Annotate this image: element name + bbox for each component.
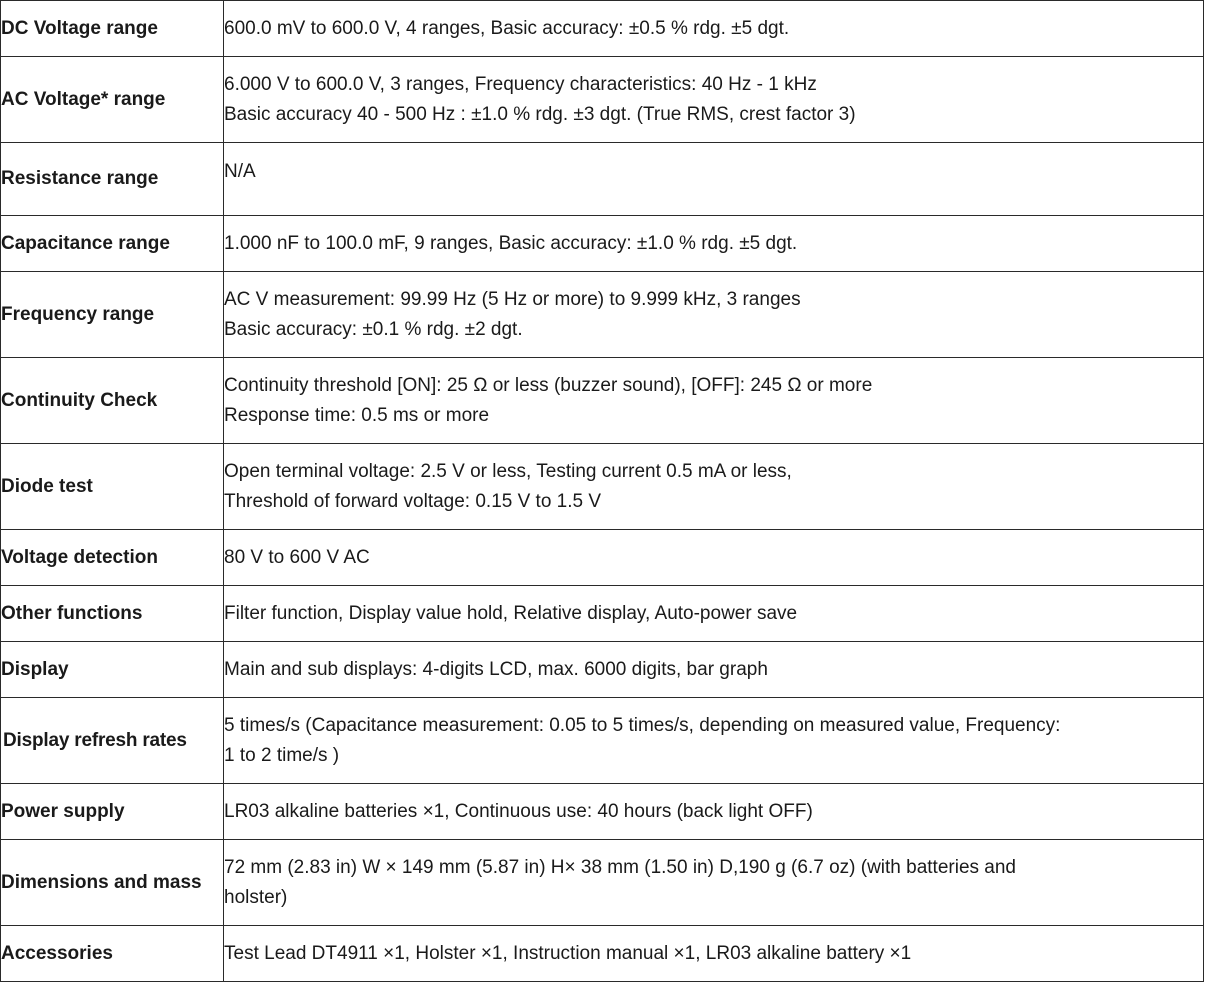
spec-value-line: AC V measurement: 99.99 Hz (5 Hz or more) to 9.999 kHz, 3 ranges <box>224 288 801 310</box>
spec-value-line: N/A <box>224 161 256 182</box>
spec-row-voltage-detection <box>1 530 1204 586</box>
spec-label: Accessories <box>1 926 224 982</box>
spec-value <box>224 216 1204 272</box>
spec-value-line: 80 V to 600 V AC <box>224 546 370 568</box>
spec-label: Capacitance range <box>1 216 224 272</box>
spec-value <box>224 698 1204 784</box>
spec-row-resistance <box>1 143 1204 216</box>
spec-value-line: Test Lead DT4911 ×1, Holster ×1, Instruction manual ×1, LR03 alkaline battery ×1 <box>224 942 912 964</box>
spec-value <box>224 444 1204 530</box>
spec-row-diode <box>1 444 1204 530</box>
spec-value <box>224 1 1204 57</box>
spec-label: Dimensions and mass <box>1 840 224 926</box>
spec-label: Other functions <box>1 586 224 642</box>
spec-label: Display <box>1 642 224 698</box>
spec-value-line: Continuity threshold [ON]: 25 Ω or less (buzzer sound), [OFF]: 245 Ω or more <box>224 374 873 396</box>
spec-label: AC Voltage* range <box>1 57 224 143</box>
spec-value-line: 5 times/s (Capacitance measurement: 0.05 to 5 times/s, depending on measured value, Frequency: <box>224 714 1061 736</box>
spec-value <box>224 926 1204 982</box>
spec-value-line: 1.000 nF to 100.0 mF, 9 ranges, Basic accuracy: ±1.0 % rdg. ±5 dgt. <box>224 232 798 254</box>
spec-value <box>224 784 1204 840</box>
spec-label: Resistance range <box>1 143 224 216</box>
spec-label: Diode test <box>1 444 224 530</box>
spec-value <box>224 586 1204 642</box>
spec-value <box>224 272 1204 358</box>
spec-value-line: 600.0 mV to 600.0 V, 4 ranges, Basic accuracy: ±0.5 % rdg. ±5 dgt. <box>224 17 790 39</box>
spec-row-refresh-rates <box>1 698 1204 784</box>
spec-row-ac-voltage <box>1 57 1204 143</box>
spec-value-line: Response time: 0.5 ms or more <box>224 404 490 426</box>
spec-row-other-functions <box>1 586 1204 642</box>
spec-row-power-supply <box>1 784 1204 840</box>
spec-value-line: 6.000 V to 600.0 V, 3 ranges, Frequency characteristics: 40 Hz - 1 kHz <box>224 73 817 95</box>
spec-row-continuity <box>1 358 1204 444</box>
spec-value <box>224 143 1204 216</box>
spec-value-line: LR03 alkaline batteries ×1, Continuous use: 40 hours (back light OFF) <box>224 800 813 822</box>
spec-label: Continuity Check <box>1 358 224 444</box>
spec-label: Voltage detection <box>1 530 224 586</box>
spec-value <box>224 358 1204 444</box>
spec-label: Display refresh rates <box>1 698 224 784</box>
spec-value-line: Threshold of forward voltage: 0.15 V to 1.5 V <box>224 490 602 512</box>
spec-value <box>224 530 1204 586</box>
spec-value <box>224 642 1204 698</box>
spec-row-display <box>1 642 1204 698</box>
spec-row-frequency <box>1 272 1204 358</box>
spec-label: DC Voltage range <box>1 1 224 57</box>
spec-value-line: Main and sub displays: 4-digits LCD, max. 6000 digits, bar graph <box>224 658 768 680</box>
spec-value-line: Basic accuracy 40 - 500 Hz : ±1.0 % rdg. ±3 dgt. (True RMS, crest factor 3) <box>224 103 856 125</box>
spec-value-line: Open terminal voltage: 2.5 V or less, Testing current 0.5 mA or less, <box>224 460 792 482</box>
spec-row-dc-voltage <box>1 1 1204 57</box>
spec-value <box>224 840 1204 926</box>
spec-row-capacitance <box>1 216 1204 272</box>
spec-value-line: Basic accuracy: ±0.1 % rdg. ±2 dgt. <box>224 318 523 340</box>
spec-value-line: holster) <box>224 886 288 908</box>
spec-value <box>224 57 1204 143</box>
spec-row-dimensions <box>1 840 1204 926</box>
spec-value-line: Filter function, Display value hold, Relative display, Auto-power save <box>224 602 798 624</box>
spec-row-accessories <box>1 926 1204 982</box>
spec-value-line: 1 to 2 time/s ) <box>224 744 340 766</box>
spec-value-line: 72 mm (2.83 in) W × 149 mm (5.87 in) H× 38 mm (1.50 in) D,190 g (6.7 oz) (with batteries and <box>224 856 1016 878</box>
spec-label: Power supply <box>1 784 224 840</box>
spec-label: Frequency range <box>1 272 224 358</box>
